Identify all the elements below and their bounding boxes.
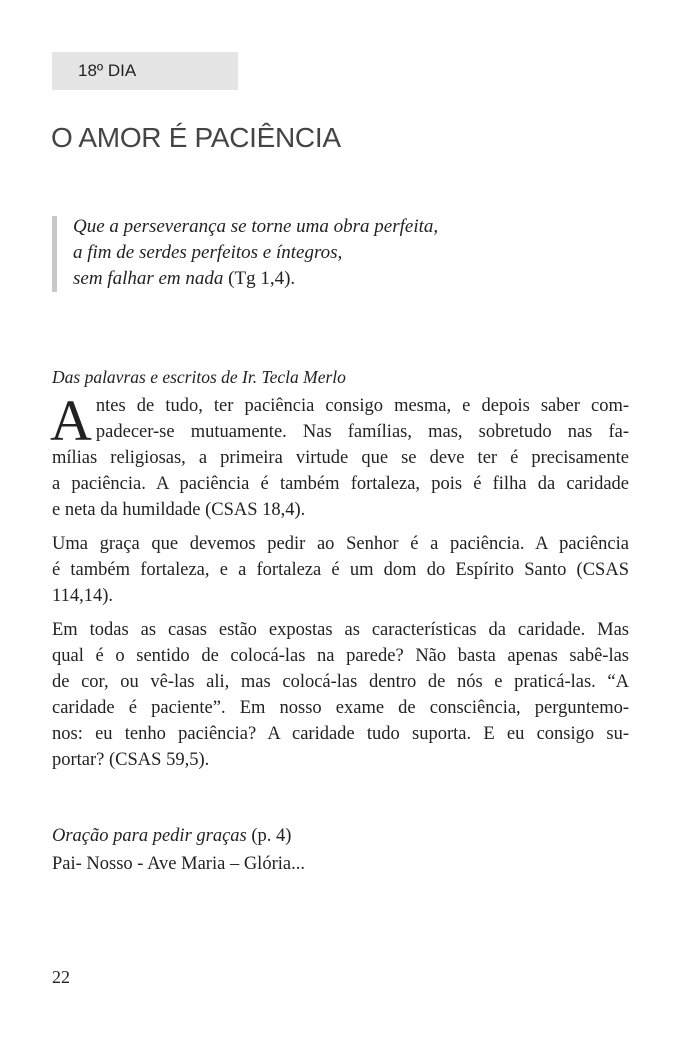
text-line: Em todas as casas estão expostas as características da caridade. Mas — [52, 620, 629, 640]
paragraph-1 — [50, 388, 629, 523]
drop-cap: A — [50, 388, 92, 453]
paragraph-3 — [52, 617, 629, 773]
epigraph-text — [73, 214, 438, 292]
text-line: nos: eu tenho paciência? A caridade tudo suporta. E eu consigo su- — [52, 724, 629, 744]
text-line: caridade é paciente”. Em nosso exame de consciência, perguntemo- — [52, 698, 629, 718]
source-attribution: Das palavras e escritos de Ir. Tecla Merlo — [52, 367, 346, 387]
epigraph-reference: (Tg 1,4). — [228, 268, 296, 289]
body-text — [50, 388, 629, 781]
prayer-section — [52, 822, 305, 878]
epigraph-line: Que a perseverança se torne uma obra perfeita, — [73, 216, 439, 237]
prayer-heading-text: Oração para pedir graças — [52, 826, 247, 846]
prayer-heading — [52, 822, 305, 850]
prayer-words: Pai- Nosso - Ave Maria – Glória... — [52, 854, 305, 874]
epigraph-line: a fim de serdes perfeitos e íntegros, — [73, 242, 343, 263]
text-line: é também fortaleza, e a fortaleza é um dom do Espírito Santo (CSAS — [52, 560, 629, 580]
text-line: mílias religiosas, a primeira virtude que se deve ter é precisamente — [52, 448, 629, 468]
text-line: portar? (CSAS 59,5). — [52, 750, 210, 770]
epigraph-line-text: sem falhar em nada — [73, 268, 224, 289]
text-line: a paciência. A paciência é também fortaleza, pois é filha da caridade — [52, 474, 629, 494]
text-line: qual é o sentido de colocá-las na parede? Não basta apenas sabê-las — [52, 646, 629, 666]
text-line: de cor, ou vê-las ali, mas colocá-las dentro de nós e praticá-las. “A — [52, 672, 629, 692]
paragraph-2 — [52, 531, 629, 609]
prayer-page-ref: (p. 4) — [251, 826, 292, 846]
text-line: Uma graça que devemos pedir ao Senhor é a paciência. A paciência — [52, 534, 629, 554]
text-line: 114,14). — [52, 586, 113, 606]
text-line: padecer-se mutuamente. Nas famílias, mas, sobretudo nas fa- — [95, 422, 629, 442]
epigraph-line — [73, 266, 438, 292]
quote-bar — [52, 216, 57, 292]
day-label: 18º DIA — [52, 52, 238, 90]
chapter-title: O AMOR É PACIÊNCIA — [51, 122, 341, 153]
text-line: ntes de tudo, ter paciência consigo mesma, e depois saber com- — [95, 396, 629, 416]
text-line: e neta da humildade (CSAS 18,4). — [52, 500, 306, 520]
page-number: 22 — [52, 967, 70, 987]
